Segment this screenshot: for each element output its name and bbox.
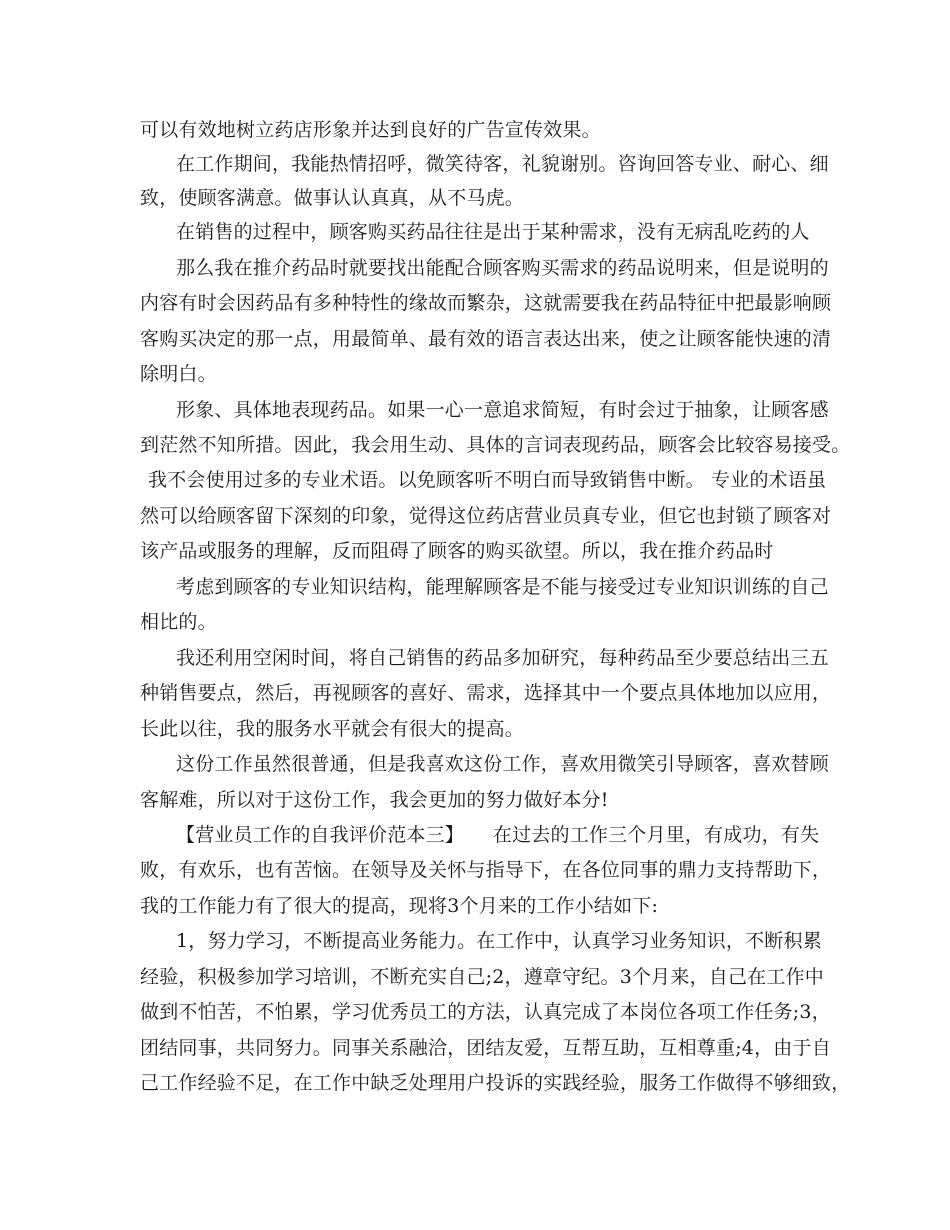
paragraph-work-period-line-1: 在工作期间，我能热情招呼，微笑待客，礼貌谢别。咨询回答专业、耐心、细 xyxy=(176,153,829,175)
paragraph-image-line-2: 到茫然不知所措。因此，我会用生动、具体的言词表现药品，顾客会比较容易接受。 xyxy=(140,434,851,456)
paragraph-summary-line-4: 团结同事，共同努力。同事关系融洽，团结友爱，互帮互助，互相尊重;4，由于自 xyxy=(140,1037,831,1059)
paragraph-summary-line-5: 己工作经验不足，在工作中缺乏处理用户投诉的实践经验，服务工作做得不够细致， xyxy=(140,1072,851,1094)
paragraph-recommend-line-2: 内容有时会因药品有多种特性的缘故而繁杂，这就需要我在药品特征中把最影响顾 xyxy=(140,292,832,314)
paragraph-job-line-2: 客解难，所以对于这份工作，我会更加的努力做好本分! xyxy=(140,789,609,811)
paragraph-terms-line-2: 然可以给顾客留下深刻的印象，觉得这位药店营业员真专业，但它也封锁了顾客对 xyxy=(140,505,832,527)
paragraph-sales-process: 在销售的过程中，顾客购买药品往往是出于某种需求，没有无病乱吃药的人 xyxy=(176,221,810,243)
paragraph-recommend-line-1: 那么我在推介药品时就要找出能配合顾客购买需求的药品说明来，但是说明的 xyxy=(176,257,829,279)
paragraph-research-line-3: 长此以往，我的服务水平就会有很大的提高。 xyxy=(140,718,525,740)
paragraph-work-period-line-2: 致，使顾客满意。做事认认真真，从不马虎。 xyxy=(140,187,525,209)
paragraph-review-line-1: 败，有欢乐，也有苦恼。在领导及关怀与指导下，在各位同事的鼎力支持帮助下， xyxy=(140,859,832,881)
paragraph-review-line-2: 我的工作能力有了很大的提高，现将3个月来的工作小结如下: xyxy=(140,895,659,917)
paragraph-summary-line-2: 经验，积极参加学习培训，不断充实自己;2，遵章守纪。3个月来，自己在工作中 xyxy=(140,966,824,988)
paragraph-summary-line-1: 1，努力学习，不断提高业务能力。在工作中，认真学习业务知识，不断积累 xyxy=(176,930,822,952)
section-heading-sample-three: 【营业员工作的自我评价范本三】 在过去的工作三个月里，有成功，有失 xyxy=(176,824,820,846)
paragraph-research-line-2: 种销售要点，然后，再视顾客的喜好、需求，选择其中一个要点具体地加以应用， xyxy=(140,682,832,704)
paragraph-recommend-line-3: 客购买决定的那一点，用最简单、最有效的语言表达出来，使之让顾客能快速的清 xyxy=(140,328,832,350)
paragraph-terms-line-1: 我不会使用过多的专业术语。以免顾客听不明白而导致销售中断。 专业的术语虽 xyxy=(148,469,827,491)
paragraph-recommend-line-4: 除明白。 xyxy=(140,363,217,385)
paragraph-summary-line-3: 做到不怕苦，不怕累，学习优秀员工的方法，认真完成了本岗位各项工作任务;3， xyxy=(140,1001,831,1023)
paragraph-knowledge-line-2: 相比的。 xyxy=(140,611,217,633)
paragraph-research-line-1: 我还利用空闲时间，将自己销售的药品多加研究，每种药品至少要总结出三五 xyxy=(176,647,829,669)
paragraph-job-line-1: 这份工作虽然很普通，但是我喜欢这份工作，喜欢用微笑引导顾客，喜欢替顾 xyxy=(176,753,829,775)
paragraph-knowledge-line-1: 考虑到顾客的专业知识结构，能理解顾客是不能与接受过专业知识训练的自己 xyxy=(176,576,829,598)
text-line-1: 可以有效地树立药店形象并达到良好的广告宣传效果。 xyxy=(140,119,601,141)
paragraph-image-line-1: 形象、具体地表现药品。如果一心一意追求简短，有时会过于抽象，让顾客感 xyxy=(176,399,829,421)
paragraph-terms-line-3: 该产品或服务的理解，反而阻碍了顾客的购买欲望。所以，我在推介药品时 xyxy=(140,540,774,562)
